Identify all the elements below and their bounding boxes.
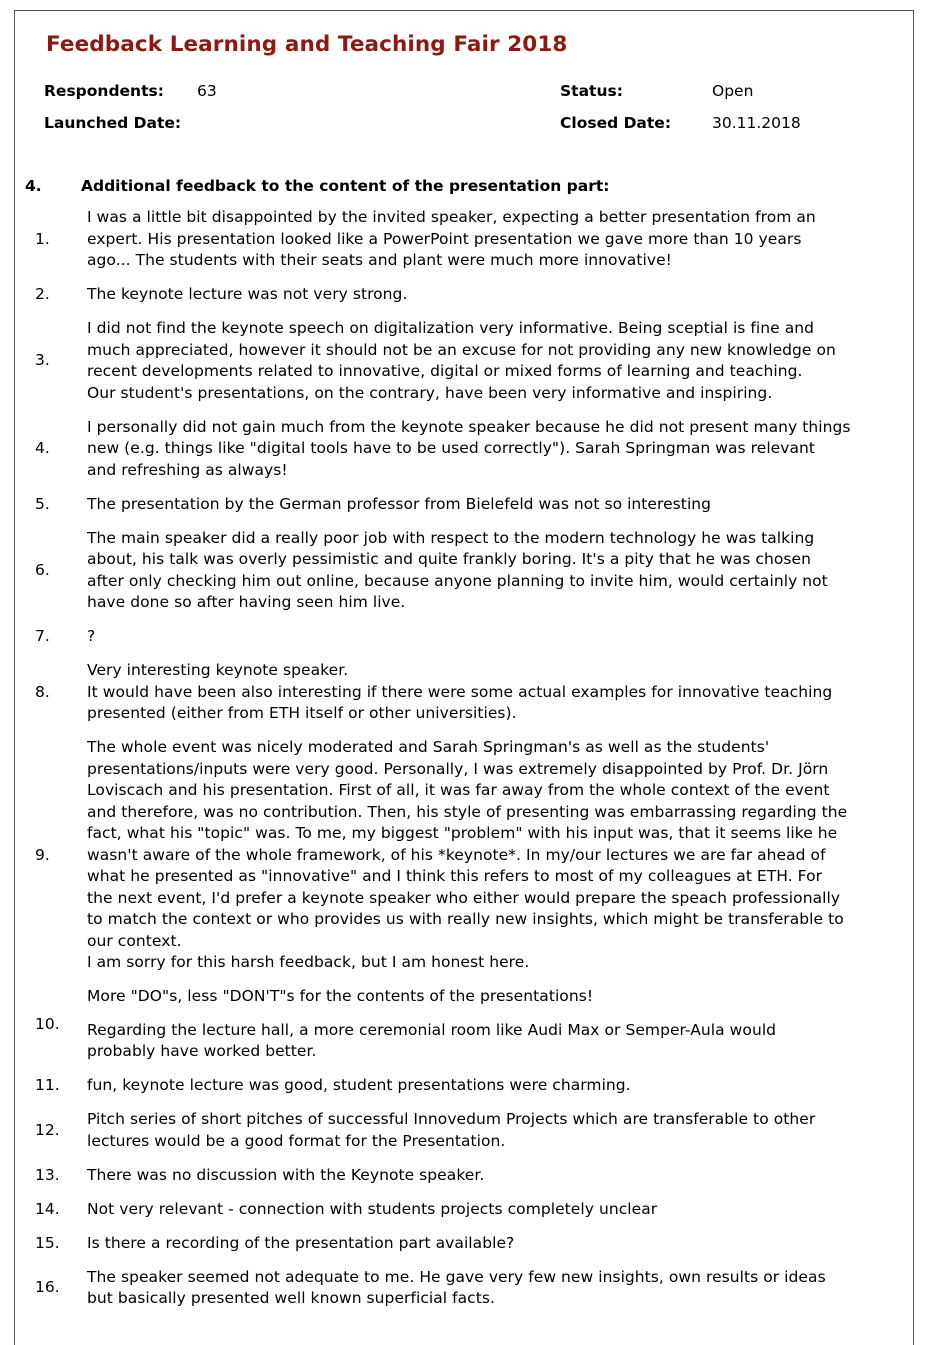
respondents-value: 63 (197, 82, 217, 100)
answer-item (15, 1199, 913, 1221)
answer-line: expert. His presentation looked like a PowerPoint presentation we gave more than 10 years (87, 229, 802, 248)
answer-number: 10. (35, 1014, 60, 1033)
answer-line: to match the context or who provides us with really new insights, which might be transferable to (87, 910, 844, 928)
answer-line: ? (87, 627, 96, 645)
answer-line: much appreciated, however it should not be an excuse for not providing any new knowledge on (87, 340, 836, 359)
answer-line: after only checking him out online, because anyone planning to invite him, would certainly not (87, 571, 828, 590)
answer-text (87, 660, 913, 725)
answer-text (87, 1165, 913, 1187)
answer-number: 15. (35, 1233, 60, 1252)
answer-number: 8. (35, 682, 50, 701)
answer-line: Pitch series of short pitches of successful Innovedum Projects which are transferable to other (87, 1110, 816, 1128)
answer-line: I was a little bit disappointed by the invited speaker, expecting a better presentation from an (87, 208, 816, 226)
answer-line: fun, keynote lecture was good, student presentations were charming. (87, 1076, 631, 1094)
answer-number: 14. (35, 1199, 60, 1218)
answer-line: The whole event was nicely moderated and Sarah Springman's as well as the students' (87, 738, 770, 756)
answer-number: 13. (35, 1165, 60, 1184)
answer-number: 3. (35, 351, 50, 370)
answer-number: 7. (35, 627, 50, 645)
answer-text (87, 1267, 913, 1310)
answer-number: 5. (35, 494, 50, 513)
answer-line: fact, what his "topic" was. To me, my biggest "problem" with his input was, that it seems like he (87, 824, 838, 842)
answer-line: Our student's presentations, on the contrary, have been very informative and inspiring. (87, 383, 773, 402)
answer-line: The main speaker did a really poor job with respect to the modern technology he was talking (87, 528, 815, 547)
answer-line: I personally did not gain much from the keynote speaker because he did not present many things (87, 417, 851, 436)
answer-text (87, 417, 913, 482)
respondents-field (44, 82, 164, 100)
answer-item (15, 1233, 913, 1255)
answer-text (87, 1233, 913, 1255)
answer-line: presentations/inputs were very good. Personally, I was extremely disappointed by Prof. Dr. Jörn (87, 759, 829, 778)
answer-line: The presentation by the German professor from Bielefeld was not so interesting (87, 494, 712, 513)
answer-text (87, 986, 913, 1063)
status-label: Status: (560, 82, 623, 100)
answer-line: The speaker seemed not adequate to me. He gave very few new insights, own results or ideas (87, 1267, 826, 1286)
answer-line: There was no discussion with the Keynote speaker. (87, 1165, 485, 1184)
answer-number: 4. (35, 439, 50, 457)
answer-line: It would have been also interesting if there were some actual examples for innovative teaching (87, 682, 833, 701)
answer-number: 12. (35, 1120, 60, 1139)
answer-item (15, 284, 913, 306)
answer-item (15, 528, 913, 614)
launched-label: Launched Date: (44, 114, 182, 132)
answer-number: 9. (35, 845, 50, 864)
answer-item (15, 1165, 913, 1187)
answer-line: presented (either from ETH itself or other universities). (87, 704, 517, 722)
answer-text (87, 494, 913, 516)
answer-item (15, 417, 913, 482)
answer-line: our context. (87, 931, 182, 950)
answer-text (87, 207, 913, 272)
answer-line: wasn't aware of the whole framework, of his *keynote*. In my/our lectures we are far ahead of (87, 845, 826, 864)
answer-item (15, 1267, 913, 1310)
answer-item (15, 207, 913, 272)
answer-number: 2. (35, 285, 50, 303)
answer-item (15, 1109, 913, 1152)
answer-line: about, his talk was overly pessimistic and quite frankly boring. It's a pity that he was chosen (87, 550, 811, 568)
answer-text (87, 1109, 913, 1152)
answer-item (15, 660, 913, 725)
report-title: Feedback Learning and Teaching Fair 2018 (46, 32, 568, 57)
answer-text (87, 528, 913, 614)
answer-item (15, 494, 913, 516)
answer-number: 1. (35, 229, 50, 248)
answer-line: the next event, I'd prefer a keynote speaker who either would prepare the speach professionally (87, 888, 841, 907)
answer-line: new (e.g. things like "digital tools have to be used correctly"). Sarah Springman was relevant (87, 439, 816, 457)
answer-line: Is there a recording of the presentation part available? (87, 1233, 515, 1252)
answer-item (15, 1075, 913, 1097)
answer-line: have done so after having seen him live. (87, 593, 406, 611)
launched-field (44, 114, 181, 132)
answer-line: Very interesting keynote speaker. (87, 661, 349, 679)
status-value: Open (712, 82, 754, 100)
answer-text (87, 1199, 913, 1221)
answer-number: 11. (35, 1076, 60, 1094)
answer-number: 6. (35, 560, 50, 579)
answer-item (15, 986, 913, 1063)
answer-item (15, 626, 913, 648)
answer-text (87, 1075, 913, 1097)
answer-text (87, 284, 913, 306)
answer-list (15, 207, 913, 1322)
answer-paragraph-gap (87, 1008, 893, 1020)
answer-line: what he presented as "innovative" and I think this refers to most of my colleagues at ETH. For (87, 867, 823, 885)
question-text: Additional feedback to the content of the presentation part: (81, 177, 610, 195)
answer-line: Regarding the lecture hall, a more ceremonial room like Audi Max or Semper-Aula would (87, 1020, 777, 1039)
answer-line: but basically presented well known superficial facts. (87, 1289, 495, 1307)
answer-text (87, 737, 913, 974)
question-number: 4. (25, 177, 42, 195)
answer-line: The keynote lecture was not very strong. (87, 285, 408, 303)
answer-line: I am sorry for this harsh feedback, but I am honest here. (87, 953, 530, 971)
answer-line: probably have worked better. (87, 1042, 317, 1060)
closed-field (560, 114, 671, 132)
status-field (560, 82, 623, 100)
respondents-label: Respondents: (44, 82, 164, 100)
answer-line: and therefore, was no contribution. Then, his style of presenting was embarrassing regarding the (87, 802, 848, 821)
answer-line: Not very relevant - connection with students projects completely unclear (87, 1199, 658, 1218)
closed-value: 30.11.2018 (712, 114, 801, 132)
answer-line: I did not find the keynote speech on digitalization very informative. Being sceptial is fine and (87, 319, 815, 337)
answer-line: and refreshing as always! (87, 460, 288, 479)
answer-line: Loviscach and his presentation. First of all, it was far away from the whole context of the event (87, 781, 830, 799)
closed-label: Closed Date: (560, 114, 672, 132)
answer-number: 16. (35, 1278, 60, 1297)
answer-text (87, 626, 913, 648)
answer-line: More "DO"s, less "DON'T"s for the contents of the presentations! (87, 987, 594, 1005)
answer-line: recent developments related to innovative, digital or mixed forms of learning and teaching. (87, 362, 803, 380)
answer-item (15, 737, 913, 974)
answer-text (87, 318, 913, 404)
answer-line: lectures would be a good format for the Presentation. (87, 1131, 506, 1150)
answer-item (15, 318, 913, 404)
answer-line: ago... The students with their seats and plant were much more innovative! (87, 251, 672, 269)
report-page (14, 10, 914, 1345)
